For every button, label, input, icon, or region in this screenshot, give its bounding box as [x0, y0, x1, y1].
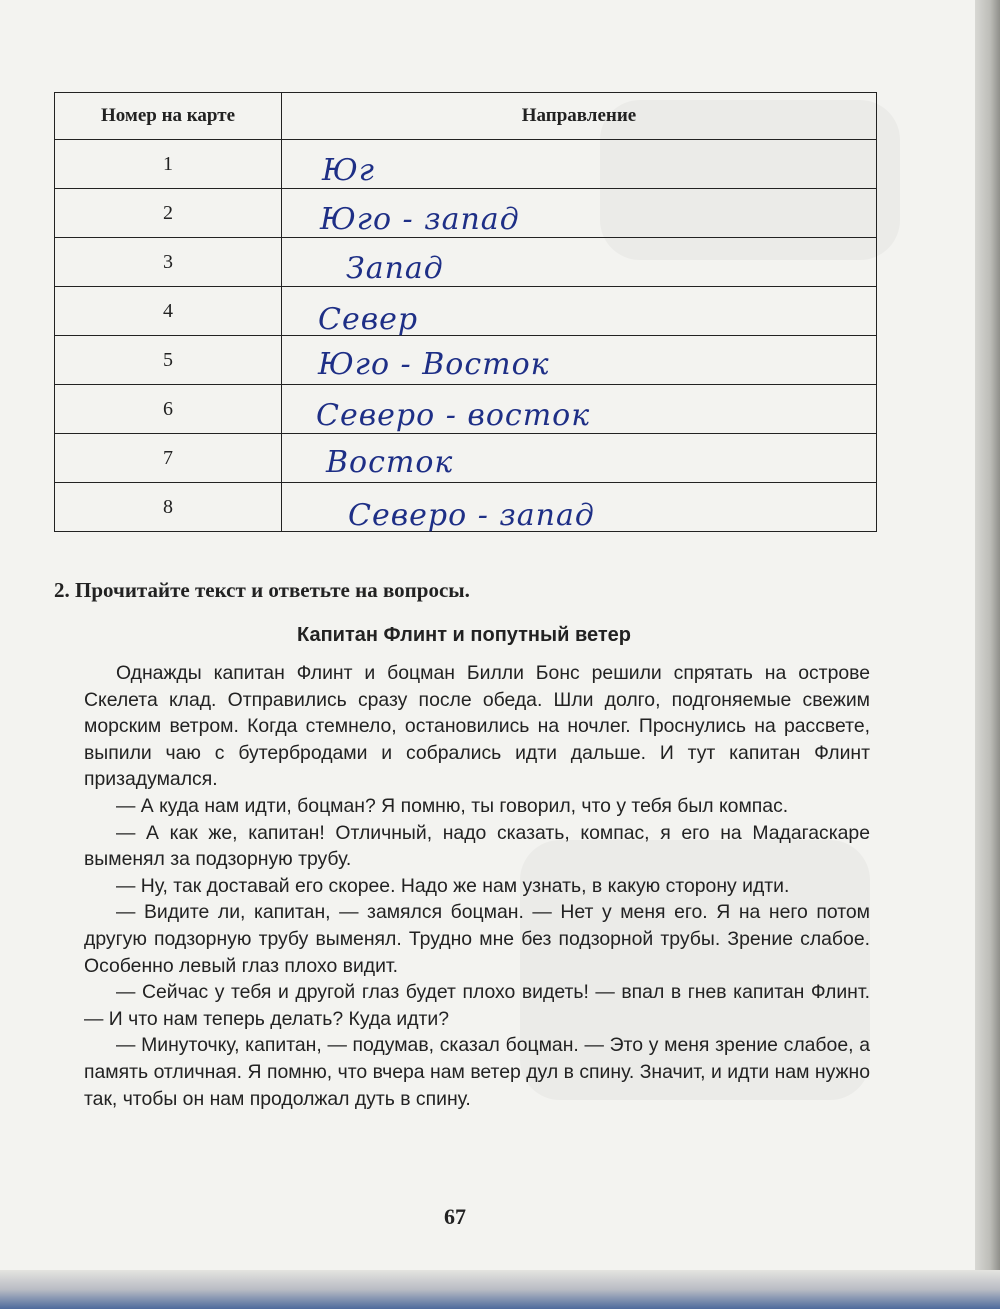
story-paragraph: — Сейчас у тебя и другой глаз будет плохо видеть! — впал в гнев капитан Флинт. — И что нам теперь делать? Куда идти?	[84, 981, 870, 1030]
row-number: 1	[55, 140, 282, 189]
handwritten-answer: Восток	[326, 444, 454, 480]
story-text	[84, 660, 870, 1112]
directions-table	[54, 92, 877, 532]
direction-cell	[282, 434, 877, 483]
direction-cell	[282, 287, 877, 336]
table-row	[55, 336, 877, 385]
page-number: 67	[444, 1204, 466, 1229]
handwritten-answer: Юго - запад	[320, 201, 520, 237]
handwritten-answer: Юго - Восток	[318, 346, 550, 382]
direction-cell	[282, 140, 877, 189]
row-number: 3	[55, 238, 282, 287]
table-row	[55, 287, 877, 336]
story-paragraph: — Минуточку, капитан, — подумав, сказал боцман. — Это у меня зрение слабое, а память отличная. Я помню, что вчера нам ветер дул в спину. Значит, и идти нам нужно так, чтобы он нам продолжал дуть в спину.	[84, 1034, 870, 1110]
task-heading: 2. Прочитайте текст и ответьте на вопросы.	[54, 578, 470, 602]
handwritten-answer: Север	[318, 301, 419, 337]
book-edge-right	[975, 0, 1000, 1309]
direction-cell	[282, 238, 877, 287]
table-row	[55, 238, 877, 287]
table-row	[55, 140, 877, 189]
direction-cell	[282, 385, 877, 434]
row-number: 8	[55, 483, 282, 532]
handwritten-answer: Северо - восток	[316, 397, 591, 433]
row-number: 4	[55, 287, 282, 336]
table-header-row	[55, 93, 877, 140]
row-number: 2	[55, 189, 282, 238]
story-paragraph: — Видите ли, капитан, — замялся боцман. — Нет у меня его. Я на него потом другую подзорную трубу выменял. Трудно мне без подзорной трубы. Зрение слабое. Особенно левый глаз плохо видит.	[84, 901, 870, 977]
table-row	[55, 189, 877, 238]
story-paragraph: — Ну, так доставай его скорее. Надо же нам узнать, в какую сторону идти.	[116, 874, 790, 897]
direction-cell	[282, 483, 877, 532]
story-paragraph: — А как же, капитан! Отличный, надо сказать, компас, я его на Мадагаскаре выменял за подзорную трубу.	[84, 821, 870, 871]
header-direction: Направление	[282, 93, 877, 140]
table-row	[55, 434, 877, 483]
table-row	[55, 483, 877, 532]
book-edge-bottom	[0, 1270, 1000, 1309]
story-paragraph: — А куда нам идти, боцман? Я помню, ты говорил, что у тебя был компас.	[116, 794, 789, 817]
row-number: 7	[55, 434, 282, 483]
handwritten-answer: Юг	[322, 152, 375, 188]
row-number: 6	[55, 385, 282, 434]
table-row	[55, 385, 877, 434]
direction-cell	[282, 189, 877, 238]
handwritten-answer: Северо - запад	[348, 497, 595, 533]
header-number: Номер на карте	[55, 93, 282, 140]
story-title: Капитан Флинт и попутный ветер	[297, 624, 631, 646]
story-paragraph: Однажды капитан Флинт и боцман Билли Бонс решили спрятать на острове Скелета клад. Отправились сразу после обеда. Шли долго, подгоняемые свежим морским ветром. Когда стемнело, остановились на ночлег. Проснулись на рассвете, выпили чаю с бутербродами и собрались идти дальше. И тут капитан Флинт призадумался.	[84, 662, 870, 791]
direction-cell	[282, 336, 877, 385]
handwritten-answer: Запад	[346, 250, 444, 286]
row-number: 5	[55, 336, 282, 385]
